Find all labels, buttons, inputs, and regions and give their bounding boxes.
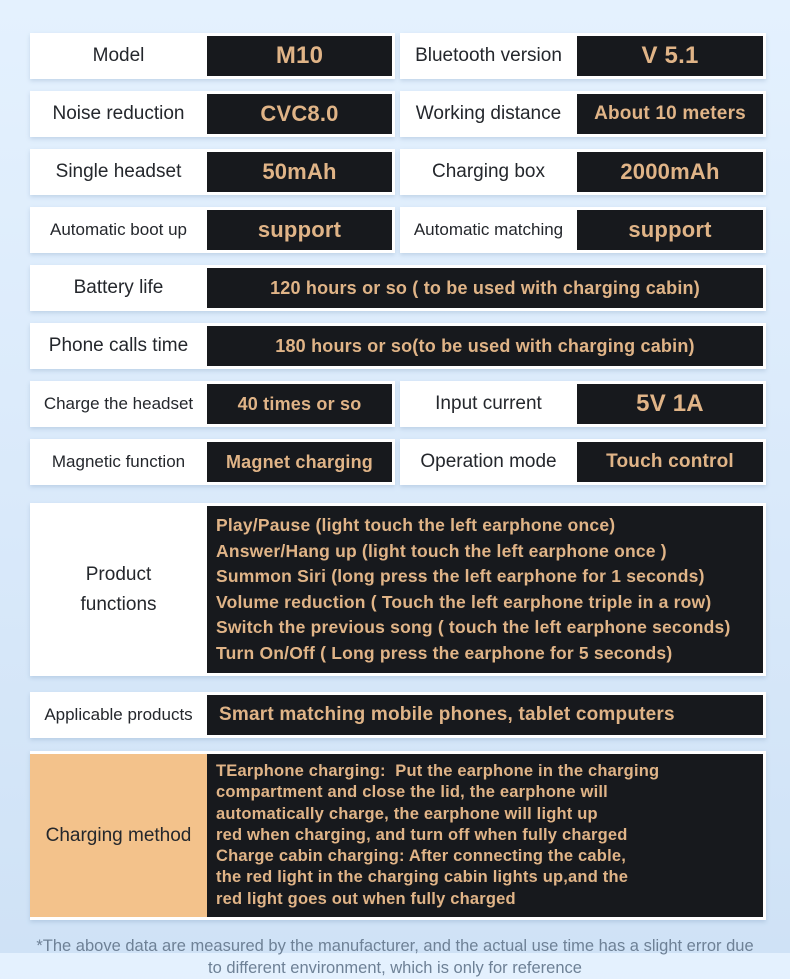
label-input-current: Input current	[400, 384, 577, 424]
function-line: Play/Pause (light touch the left earphone once)	[216, 515, 616, 535]
function-line: Turn On/Off ( Long press the earphone for 5 seconds)	[216, 642, 673, 663]
label-operation-mode: Operation mode	[400, 442, 577, 482]
footnote-line-2: to different environment, which is only for reference	[208, 959, 582, 978]
row-phone-calls-time	[30, 323, 766, 369]
cell-group-auto-boot	[30, 207, 395, 253]
function-line: Answer/Hang up (light touch the left earphone once )	[216, 540, 667, 561]
cell-group-single-headset	[30, 149, 395, 195]
cell-group-working-distance	[400, 91, 766, 137]
row-battery-life	[30, 265, 766, 311]
value-operation-mode: Touch control	[577, 442, 763, 482]
value-charging-box: 2000mAh	[577, 152, 763, 192]
value-magnetic-function: Magnet charging	[207, 442, 392, 482]
label-bluetooth-version: Bluetooth version	[400, 36, 577, 76]
label-auto-matching: Automatic matching	[400, 210, 577, 250]
row-autoboot-automatch	[30, 207, 766, 253]
footnote	[0, 935, 790, 979]
cell-group-magnetic-function	[30, 439, 395, 485]
value-charge-headset: 40 times or so	[207, 384, 392, 424]
value-single-headset: 50mAh	[207, 152, 392, 192]
cell-group-charge-headset	[30, 381, 395, 427]
charging-line: automatically charge, the earphone will light up	[216, 804, 598, 823]
charging-line: red light goes out when fully charged	[216, 889, 516, 908]
cell-group-applicable-products	[30, 692, 766, 738]
value-product-functions	[207, 506, 763, 673]
label-auto-boot: Automatic boot up	[30, 210, 207, 250]
value-auto-boot: support	[207, 210, 392, 250]
row-charging-method	[30, 751, 766, 920]
value-applicable-products: Smart matching mobile phones, tablet computers	[207, 695, 763, 735]
function-line: Switch the previous song ( touch the left earphone seconds)	[216, 617, 731, 637]
cell-group-product-functions	[30, 503, 766, 676]
spec-table	[30, 0, 766, 920]
value-input-current: 5V 1A	[577, 384, 763, 424]
charging-line: red when charging, and turn off when fully charged	[216, 825, 628, 844]
row-product-functions	[30, 503, 766, 676]
label-applicable-products: Applicable products	[30, 695, 207, 735]
row-headset-chargingbox	[30, 149, 766, 195]
cell-group-bluetooth-version	[400, 33, 766, 79]
charging-line: compartment and close the lid, the earphone will	[216, 783, 608, 802]
label-charging-box: Charging box	[400, 152, 577, 192]
row-magnetic-operation	[30, 439, 766, 485]
value-charging-method	[207, 754, 763, 917]
cell-group-battery-life	[30, 265, 766, 311]
value-auto-matching: support	[577, 210, 763, 250]
label-magnetic-function: Magnetic function	[30, 442, 207, 482]
charging-line: the red light in the charging cabin lights up,and the	[216, 868, 629, 887]
label-noise-reduction: Noise reduction	[30, 94, 207, 134]
value-working-distance: About 10 meters	[577, 94, 763, 134]
cell-group-noise-reduction	[30, 91, 395, 137]
cell-group-auto-matching	[400, 207, 766, 253]
cell-group-model	[30, 33, 395, 79]
label-charge-headset: Charge the headset	[30, 384, 207, 424]
footnote-line-1: *The above data are measured by the manufacturer, and the actual use time has a slight error due	[36, 937, 754, 956]
cell-group-phone-calls	[30, 323, 766, 369]
value-noise-reduction: CVC8.0	[207, 94, 392, 134]
value-battery-life: 120 hours or so ( to be used with charging cabin)	[207, 268, 763, 308]
value-model: M10	[207, 36, 392, 76]
value-bluetooth-version: V 5.1	[577, 36, 763, 76]
row-noise-distance	[30, 91, 766, 137]
value-phone-calls-time: 180 hours or so(to be used with charging cabin)	[207, 326, 763, 366]
cell-group-charging-method	[30, 751, 766, 920]
function-line: Summon Siri (long press the left earphone for 1 seconds)	[216, 566, 705, 586]
row-charge-input	[30, 381, 766, 427]
charging-line: TEarphone charging: Put the earphone in the charging	[216, 762, 660, 780]
label-product-functions: Product functions	[30, 506, 207, 673]
label-phone-calls-time: Phone calls time	[30, 326, 207, 366]
label-charging-method: Charging method	[30, 754, 207, 917]
label-single-headset: Single headset	[30, 152, 207, 192]
function-line: Volume reduction ( Touch the left earphone triple in a row)	[216, 591, 712, 612]
charging-line: Charge cabin charging: After connecting the cable,	[216, 847, 627, 866]
label-model: Model	[30, 36, 207, 76]
label-working-distance: Working distance	[400, 94, 577, 134]
label-battery-life: Battery life	[30, 268, 207, 308]
cell-group-operation-mode	[400, 439, 766, 485]
cell-group-input-current	[400, 381, 766, 427]
row-applicable-products	[30, 692, 766, 738]
row-model-bluetooth	[30, 33, 766, 79]
cell-group-charging-box	[400, 149, 766, 195]
